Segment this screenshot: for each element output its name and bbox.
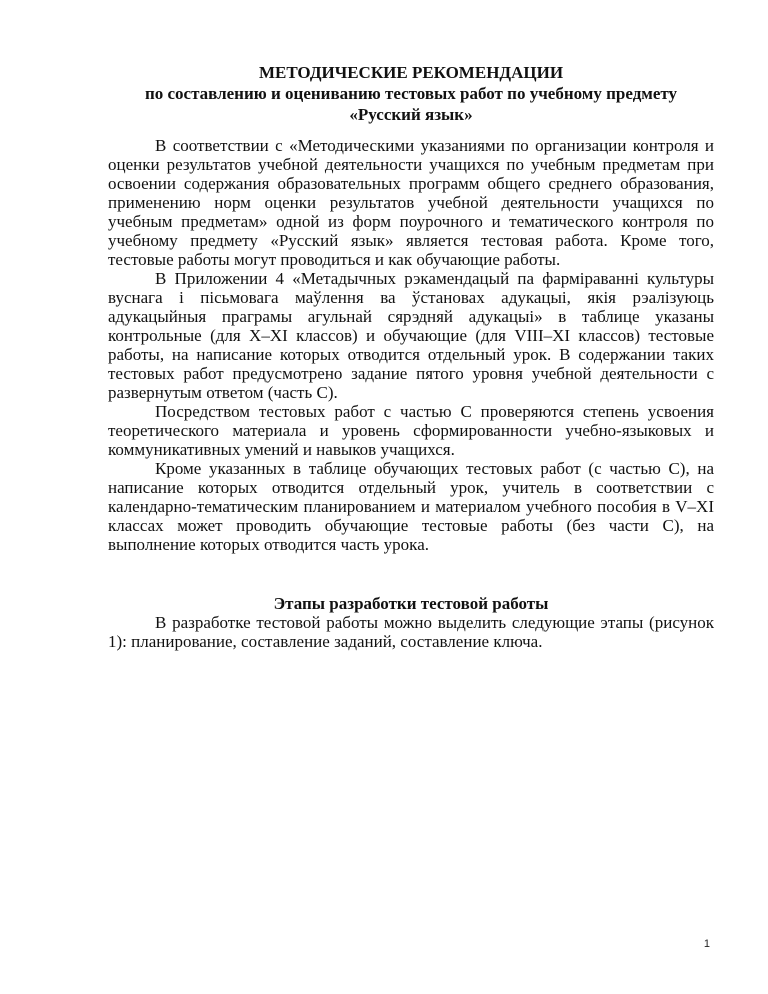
document-page — [108, 62, 714, 651]
paragraph: Кроме указанных в таблице обучающих тестовых работ (с частью С), на написание которых отводится отдельный урок, учитель в соответствии с календарно-тематическим планированием и материалом учебного пособия в V–XI классах может проводить обучающие тестовые работы (без части С), на выполнение которых отводится часть урока. — [108, 459, 714, 554]
paragraph: В разработке тестовой работы можно выделить следующие этапы (рисунок 1): планирование, составление заданий, составление ключа. — [108, 613, 714, 651]
document-body — [108, 136, 714, 554]
paragraph: В соответствии с «Методическими указаниями по организации контроля и оценки результатов учебной деятельности учащихся по учебным предметам при освоении содержания образовательных программ общего среднего образования, применению норм оценки результатов учебной деятельности учащихся по учебным предметам» одной из форм поурочного и тематического контроля по учебному предмету «Русский язык» является тестовая работа. Кроме того, тестовые работы могут проводиться и как обучающие работы. — [108, 136, 714, 269]
page-number: 1 — [703, 938, 710, 950]
title-line-2: по составлению и оцениванию тестовых работ по учебному предмету — [144, 84, 678, 103]
title-line-1: МЕТОДИЧЕСКИЕ РЕКОМЕНДАЦИИ — [258, 63, 564, 82]
title-line-3: «Русский язык» — [349, 105, 473, 124]
paragraph: Посредством тестовых работ с частью С проверяются степень усвоения теоретического материала и уровень сформированности учебно-языковых и коммуникативных умений и навыков учащихся. — [108, 402, 714, 459]
section-body — [108, 613, 714, 651]
paragraph: В Приложении 4 «Метадычных рэкамендацый па фарміраванні культуры вуснага і пісьмовага маўлення ва ўстановах адукацыі, якія рэалізуюць адукацыйныя праграмы агульнай сярэдняй адукацыі» в таблице указаны контрольные (для X–XI классов) и обучающие (для VIII–XI классов) тестовые работы, на написание которых отводится отдельный урок. В содержании таких тестовых работ предусмотрено задание пятого уровня учебной деятельности с развернутым ответом (часть С). — [108, 269, 714, 402]
section-heading: Этапы разработки тестовой работы — [273, 594, 549, 613]
document-title — [108, 62, 714, 125]
